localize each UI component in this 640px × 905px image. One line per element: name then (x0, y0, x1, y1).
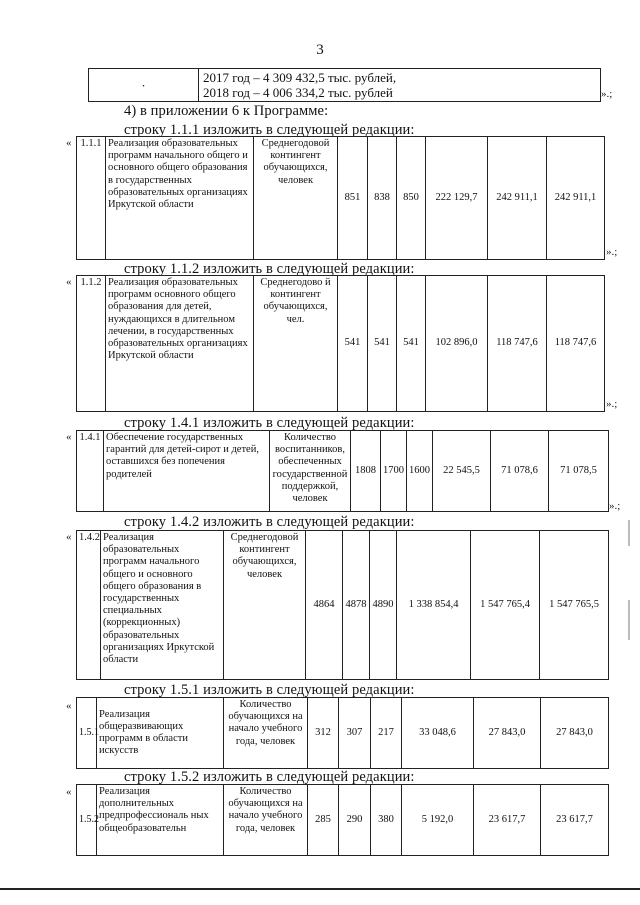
funding-year-1: 22 545,5 (433, 431, 491, 512)
value-year-3: 850 (397, 137, 426, 260)
row-indicator: Среднегодово й контингент обучающихся, чел. (254, 276, 338, 412)
item-4-heading: 4) в приложении 6 к Программе: (124, 103, 329, 119)
section-heading-1-1-1: строку 1.1.1 изложить в следующей редакции: (124, 122, 415, 138)
open-quote-1-1-2: « (66, 276, 72, 288)
value-year-1: 4864 (306, 531, 343, 680)
funding-year-1: 222 129,7 (426, 137, 488, 260)
row-description: Реализация образовательных программ основного общего образования для детей, нуждающихся в длительном лечении, в государственных образовательных организациях Иркутской области (106, 276, 254, 412)
row-code: 1.5.1 (77, 698, 97, 769)
funding-year-3: 242 911,1 (547, 137, 605, 260)
funding-year-3: 1 547 765,5 (540, 531, 609, 680)
close-quote-1-1-1: ».; (606, 246, 618, 258)
row-description: Реализация образовательных программ начального общего и основного общего образования в государственных специальных (коррекционных) образовательных организациях Иркутской области (101, 531, 224, 680)
funding-year-3: 27 843,0 (541, 698, 609, 769)
top-funding-table (88, 68, 601, 102)
row-code: 1.4.2 (77, 531, 101, 680)
row-indicator: Среднегодовой контингент обучающихся, человек (224, 531, 306, 680)
value-year-1: 851 (338, 137, 368, 260)
row-code: 1.4.1 (77, 431, 104, 512)
open-quote-1-5-2: « (66, 786, 72, 798)
value-year-1: 285 (308, 785, 339, 856)
value-year-3: 1600 (407, 431, 433, 512)
row-table-1-5-1 (76, 697, 609, 769)
row-table-1-1-2 (76, 275, 605, 412)
funding-2018: 2018 год – 4 006 334,2 тыс. рублей (203, 85, 393, 100)
funding-year-3: 71 078,5 (549, 431, 609, 512)
close-quote-1-4-1: ».; (609, 500, 621, 512)
scan-mark (628, 600, 630, 640)
row-table-1-4-2 (76, 530, 609, 680)
funding-year-2: 27 843,0 (474, 698, 541, 769)
row-description: Обеспечение государственных гарантий для детей-сирот и детей, оставшихся без попечения родителей (104, 431, 270, 512)
section-heading-1-4-1: строку 1.4.1 изложить в следующей редакции: (124, 415, 415, 431)
section-heading-1-4-2: строку 1.4.2 изложить в следующей редакции: (124, 514, 415, 530)
section-heading-1-5-2: строку 1.5.2 изложить в следующей редакции: (124, 769, 415, 785)
funding-year-1: 33 048,6 (402, 698, 474, 769)
value-year-1: 1808 (351, 431, 381, 512)
row-code: 1.1.2 (77, 276, 106, 412)
value-year-3: 217 (371, 698, 402, 769)
row-indicator: Количество обучающихся на начало учебного года, человек (224, 698, 308, 769)
page-bottom-edge (0, 888, 640, 890)
open-quote-1-4-2: « (66, 531, 72, 543)
row-indicator: Количество воспитанников, обеспеченных государственной поддержкой, человек (270, 431, 351, 512)
row-description: Реализация дополнительных предпрофессиональ ных общеобразовательн (97, 785, 224, 856)
close-quote-1-1-2: ».; (606, 398, 618, 410)
funding-year-1: 5 192,0 (402, 785, 474, 856)
section-heading-1-5-1: строку 1.5.1 изложить в следующей редакции: (124, 682, 415, 698)
value-year-2: 541 (368, 276, 397, 412)
row-code: 1.1.1 (77, 137, 106, 260)
row-description: Реализация общеразвивающих программ в области искусств (97, 698, 224, 769)
funding-year-2: 23 617,7 (474, 785, 541, 856)
funding-year-2: 242 911,1 (488, 137, 547, 260)
row-indicator: Количество обучающихся на начало учебного года, человек (224, 785, 308, 856)
funding-year-2: 1 547 765,4 (471, 531, 540, 680)
row-table-1-4-1 (76, 430, 609, 512)
funding-year-3: 23 617,7 (541, 785, 609, 856)
value-year-2: 290 (339, 785, 371, 856)
value-year-3: 4890 (370, 531, 397, 680)
value-year-3: 541 (397, 276, 426, 412)
value-year-2: 307 (339, 698, 371, 769)
row-code: 1.5.2 (77, 785, 97, 856)
funding-year-2: 71 078,6 (491, 431, 549, 512)
scan-mark (628, 520, 630, 546)
row-description: Реализация образовательных программ начального общего и основного общего образования в государственных образовательных организациях Иркутской области (106, 137, 254, 260)
open-quote-1-4-1: « (66, 431, 72, 443)
open-quote-1-1-1: « (66, 137, 72, 149)
funding-year-1: 1 338 854,4 (397, 531, 471, 680)
value-year-2: 1700 (381, 431, 407, 512)
funding-year-3: 118 747,6 (547, 276, 605, 412)
row-table-1-5-2 (76, 784, 609, 856)
funding-2017: 2017 год – 4 309 432,5 тыс. рублей, (203, 70, 397, 85)
top-table-marker: · (89, 69, 199, 102)
value-year-3: 380 (371, 785, 402, 856)
value-year-2: 838 (368, 137, 397, 260)
open-quote-1-5-1: « (66, 700, 72, 712)
value-year-1: 541 (338, 276, 368, 412)
page-number: 3 (316, 42, 324, 58)
row-indicator: Среднегодовой контингент обучающихся, человек (254, 137, 338, 260)
funding-year-1: 102 896,0 (426, 276, 488, 412)
row-table-1-1-1 (76, 136, 605, 260)
funding-year-2: 118 747,6 (488, 276, 547, 412)
section-heading-1-1-2: строку 1.1.2 изложить в следующей редакции: (124, 261, 415, 277)
value-year-1: 312 (308, 698, 339, 769)
close-quote-top: ».; (601, 88, 613, 100)
value-year-2: 4878 (343, 531, 370, 680)
